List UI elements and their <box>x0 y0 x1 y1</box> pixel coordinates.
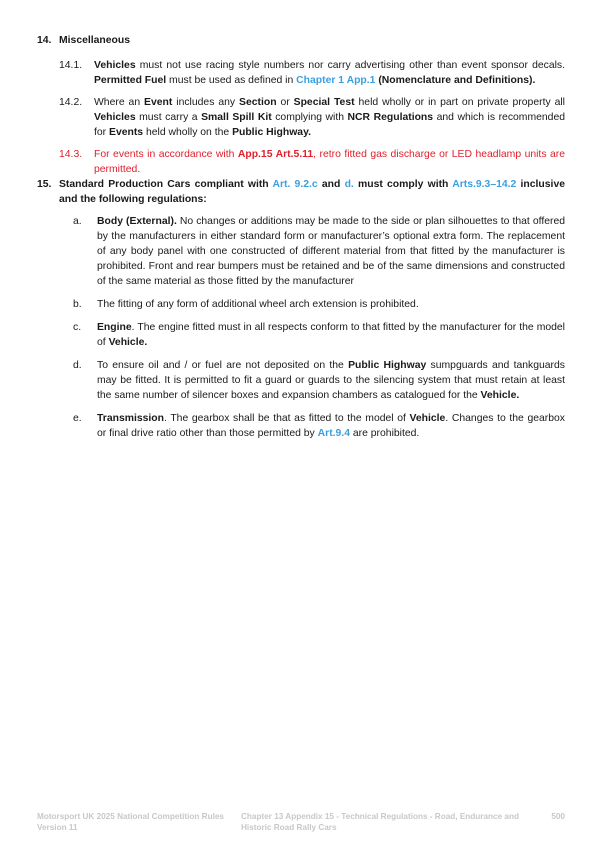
text-segment: (Nomenclature and Definitions). <box>375 75 536 86</box>
clause-14-3 <box>59 147 565 177</box>
text-segment: , retro fitted gas discharge or LED headlamp units are permitted. <box>94 149 566 175</box>
section-14 <box>37 33 565 184</box>
text-segment: The fitting of any form of additional wheel arch extension is prohibited. <box>97 299 419 310</box>
text-segment: . The gearbox shall be that as fitted to the model of <box>164 413 410 424</box>
clause-14-2 <box>59 95 565 140</box>
text-segment: inclusive and the following regulations: <box>59 179 566 205</box>
section-number: 15. <box>37 179 52 190</box>
footer-publication-title: Motorsport UK 2025 National Competition Rules <box>37 812 224 821</box>
clause-text <box>94 149 565 175</box>
clause-text <box>97 216 565 287</box>
clause-15-c <box>73 320 565 350</box>
cross-reference-link[interactable]: Chapter 1 App.1 <box>296 75 376 86</box>
clause-number: 14.1. <box>59 60 83 71</box>
text-segment: Transmission <box>97 413 164 424</box>
text-segment: No changes or additions may be made to the side or plan silhouettes to that offered by the manufacturers in either standard form or manufacturer’s optional extra form. The replacement of any body panel with one constructed of different material from that fitted by the manufacturer is prohibited. Front and rear bumpers must be retained and be of the same dimensions and constructed of the same material as those fitted by the manufacturer <box>97 216 565 287</box>
clause-text <box>97 413 565 439</box>
text-segment: To ensure oil and / or fuel are not deposited on the <box>97 360 349 371</box>
text-segment: held wholly or in part on private property all <box>354 97 565 108</box>
cross-reference-link[interactable]: Art. 9.2.c <box>272 179 318 190</box>
clause-14-1 <box>59 58 565 88</box>
text-segment: Where an <box>94 97 145 108</box>
text-segment: Vehicle <box>409 413 446 424</box>
text-segment: App.15 Art.5.11 <box>237 149 314 160</box>
text-segment: Events <box>109 127 144 138</box>
clause-number: 14.3. <box>59 149 83 160</box>
section-title: Miscellaneous <box>59 35 131 46</box>
clause-text <box>97 322 565 348</box>
clause-text <box>94 60 565 86</box>
text-segment: Small Spill Kit <box>201 112 272 123</box>
clause-letter: b. <box>73 299 82 310</box>
clause-number: 14.2. <box>59 97 83 108</box>
text-segment: Standard Production Cars compliant with <box>59 179 273 190</box>
cross-reference-link[interactable]: Art.9.4 <box>317 428 350 439</box>
clause-15-a <box>73 214 565 289</box>
text-segment: must not use racing style numbers nor carry advertising other than event sponsor decals. <box>135 60 565 71</box>
clause-text <box>97 360 565 401</box>
text-segment: are prohibited. <box>349 428 420 439</box>
footer-chapter <box>241 811 531 833</box>
section-number: 14. <box>37 35 52 46</box>
text-segment: Vehicle. <box>480 390 520 401</box>
text-segment: Public Highway. <box>232 127 311 138</box>
text-segment: For events in accordance with <box>94 149 238 160</box>
section-title <box>59 177 565 207</box>
text-segment: Public Highway <box>348 360 427 371</box>
footer-version: Version 11 <box>37 823 78 832</box>
clause-15-b <box>73 297 565 312</box>
text-segment: Event <box>144 97 173 108</box>
clause-letter: c. <box>73 322 82 333</box>
clause-text <box>97 299 419 310</box>
cross-reference-link[interactable]: d. <box>344 179 354 190</box>
clause-15-d <box>73 358 565 403</box>
footer-publication <box>37 811 237 833</box>
clause-letter: e. <box>73 413 82 424</box>
text-segment: complying with <box>271 112 348 123</box>
text-segment: Engine <box>97 322 132 333</box>
footer-chapter-line-1: Chapter 13 Appendix 15 - Technical Regulations - Road, Endurance and <box>241 812 519 821</box>
text-segment: Vehicles <box>94 60 136 71</box>
clause-letter: d. <box>73 360 82 371</box>
text-segment: includes any <box>172 97 240 108</box>
text-segment: . Changes to the gearbox or final drive ratio other than those permitted by <box>97 413 565 439</box>
text-segment: Body (External). <box>97 216 177 227</box>
text-segment: and which is recommended for <box>94 112 566 138</box>
section-15 <box>37 177 565 449</box>
text-segment: and <box>317 179 345 190</box>
text-segment: Permitted Fuel <box>94 75 167 86</box>
text-segment: Special Test <box>293 97 355 108</box>
text-segment: must be used as defined in <box>166 75 297 86</box>
text-segment: must comply with <box>353 179 453 190</box>
text-segment: or <box>276 97 294 108</box>
text-segment: held wholly on the <box>143 127 233 138</box>
clause-text <box>94 97 565 138</box>
cross-reference-link[interactable]: Arts.9.3–14.2 <box>452 179 517 190</box>
text-segment: Vehicle. <box>108 337 148 348</box>
text-segment: . The engine fitted must in all respects conform to that fitted by the manufacturer for the model of <box>97 322 565 348</box>
clause-15-e <box>73 411 565 441</box>
text-segment: Vehicles <box>94 112 136 123</box>
clause-letter: a. <box>73 216 82 227</box>
text-segment: Section <box>239 97 277 108</box>
text-segment: NCR Regulations <box>347 112 434 123</box>
footer-chapter-line-2: Historic Road Rally Cars <box>241 823 337 832</box>
page-number: 500 <box>551 812 565 821</box>
text-segment: sumpguards and tankguards may be fitted. It is permitted to fit a guard or guards to the silencing system that must retain at least the same number of silencer boxes and expansion chambers as catalogued for the <box>97 360 565 401</box>
text-segment: must carry a <box>135 112 202 123</box>
